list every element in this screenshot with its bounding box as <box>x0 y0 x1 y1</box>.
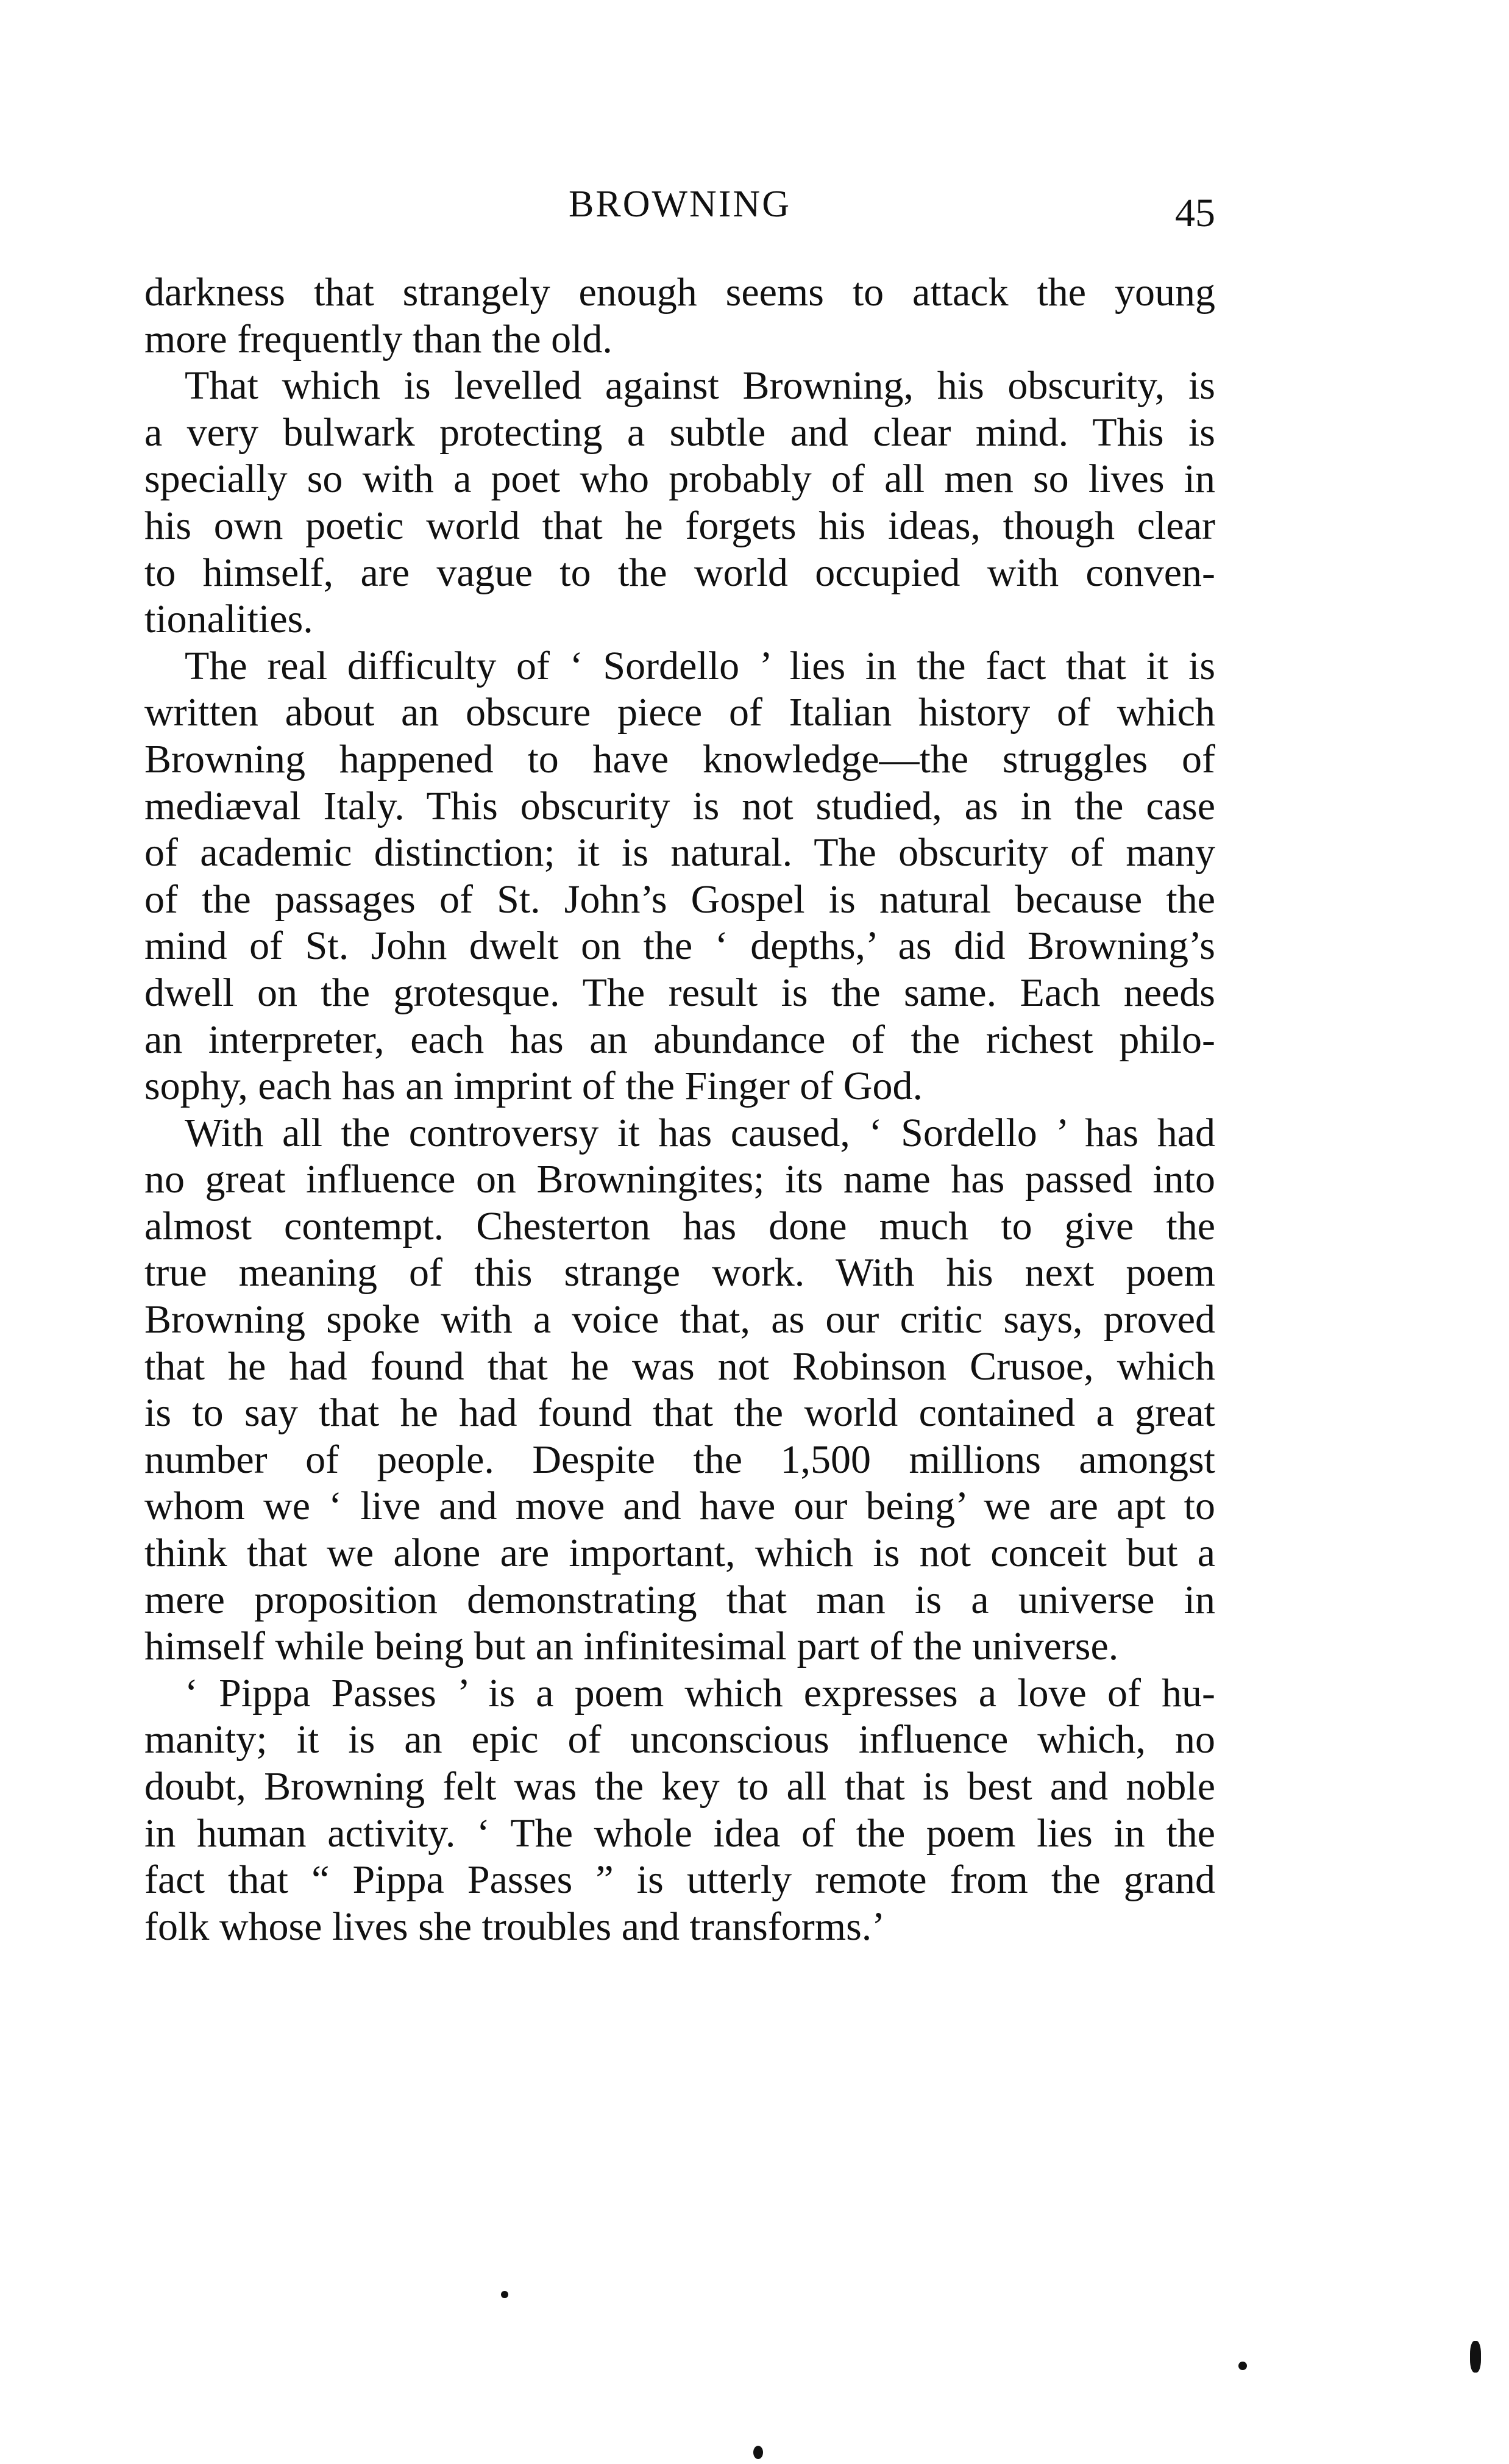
text-line: number of people. Despite the 1,500 millions amongst <box>144 1437 1215 1482</box>
scan-speck <box>501 2291 508 2298</box>
text-line: whom we ‘ live and move and have our being’ we are apt to <box>144 1484 1215 1529</box>
paragraph <box>144 1110 1215 1670</box>
text-line: mere proposition demonstrating that man is a universe in <box>144 1577 1215 1622</box>
text-line: darkness that strangely enough seems to attack the young <box>144 270 1215 315</box>
scan-speck <box>1470 2341 1481 2373</box>
text-line: Browning spoke with a voice that, as our critic says, proved <box>144 1297 1215 1342</box>
text-line: himself while being but an infinitesimal part of the universe. <box>144 1624 1119 1669</box>
text-line: written about an obscure piece of Italian history of which <box>144 690 1215 735</box>
text-line: mediæval Italy. This obscurity is not studied, as in the case <box>144 783 1215 828</box>
text-line: true meaning of this strange work. With his next poem <box>144 1250 1215 1295</box>
text-line: his own poetic world that he forgets his ideas, though clear <box>144 503 1215 548</box>
paragraph <box>144 1670 1215 1951</box>
text-line: tionalities. <box>144 597 313 642</box>
text-line: of academic distinction; it is natural. The obscurity of many <box>144 830 1215 875</box>
text-line: a very bulwark protecting a subtle and clear mind. This is <box>144 410 1215 455</box>
text-line: specially so with a poet who probably of all men so lives in <box>144 457 1215 502</box>
paragraph <box>144 363 1215 643</box>
text-line: doubt, Browning felt was the key to all that is best and noble <box>144 1764 1215 1809</box>
text-line: almost contempt. Chesterton has done much to give the <box>144 1203 1215 1248</box>
text-line: The real difficulty of ‘ Sordello ’ lies in the fact that it is <box>185 643 1215 688</box>
text-line: in human activity. ‘ The whole idea of the poem lies in the <box>144 1811 1215 1856</box>
scan-speck <box>1238 2362 1247 2370</box>
page-header <box>144 183 1215 238</box>
text-line: is to say that he had found that the world contained a great <box>144 1390 1215 1436</box>
paragraph <box>144 643 1215 1110</box>
text-line: that he had found that he was not Robinson Crusoe, which <box>144 1344 1215 1389</box>
text-line: Browning happened to have knowledge—the struggles of <box>144 736 1215 782</box>
page-number: 45 <box>1175 191 1215 235</box>
text-line: more frequently than the old. <box>144 316 612 361</box>
running-title: BROWNING <box>569 183 791 225</box>
text-line: an interpreter, each has an abundance of the richest philo- <box>144 1017 1215 1062</box>
body-text <box>144 269 1215 1950</box>
text-line: sophy, each has an imprint of the Finger of God. <box>144 1064 923 1109</box>
text-line: dwell on the grotesque. The result is the same. Each needs <box>144 970 1215 1015</box>
text-line: fact that “ Pippa Passes ” is utterly remote from the grand <box>144 1857 1215 1903</box>
text-line: ‘ Pippa Passes ’ is a poem which expresses a love of hu- <box>185 1670 1215 1715</box>
text-line: With all the controversy it has caused, ‘ Sordello ’ has had <box>185 1110 1215 1155</box>
text-line: mind of St. John dwelt on the ‘ depths,’ as did Browning’s <box>144 924 1215 969</box>
text-line: to himself, are vague to the world occupied with conven- <box>144 550 1215 595</box>
text-line: no great influence on Browningites; its name has passed into <box>144 1157 1215 1202</box>
text-line: folk whose lives she troubles and transforms.’ <box>144 1904 886 1949</box>
text-line: That which is levelled against Browning, his obscurity, is <box>185 363 1215 408</box>
scan-speck <box>753 2446 763 2459</box>
text-line: of the passages of St. John’s Gospel is natural because the <box>144 877 1215 922</box>
text-line: think that we alone are important, which is not conceit but a <box>144 1531 1215 1576</box>
text-line: manity; it is an epic of unconscious influence which, no <box>144 1717 1215 1762</box>
paragraph <box>144 269 1215 363</box>
